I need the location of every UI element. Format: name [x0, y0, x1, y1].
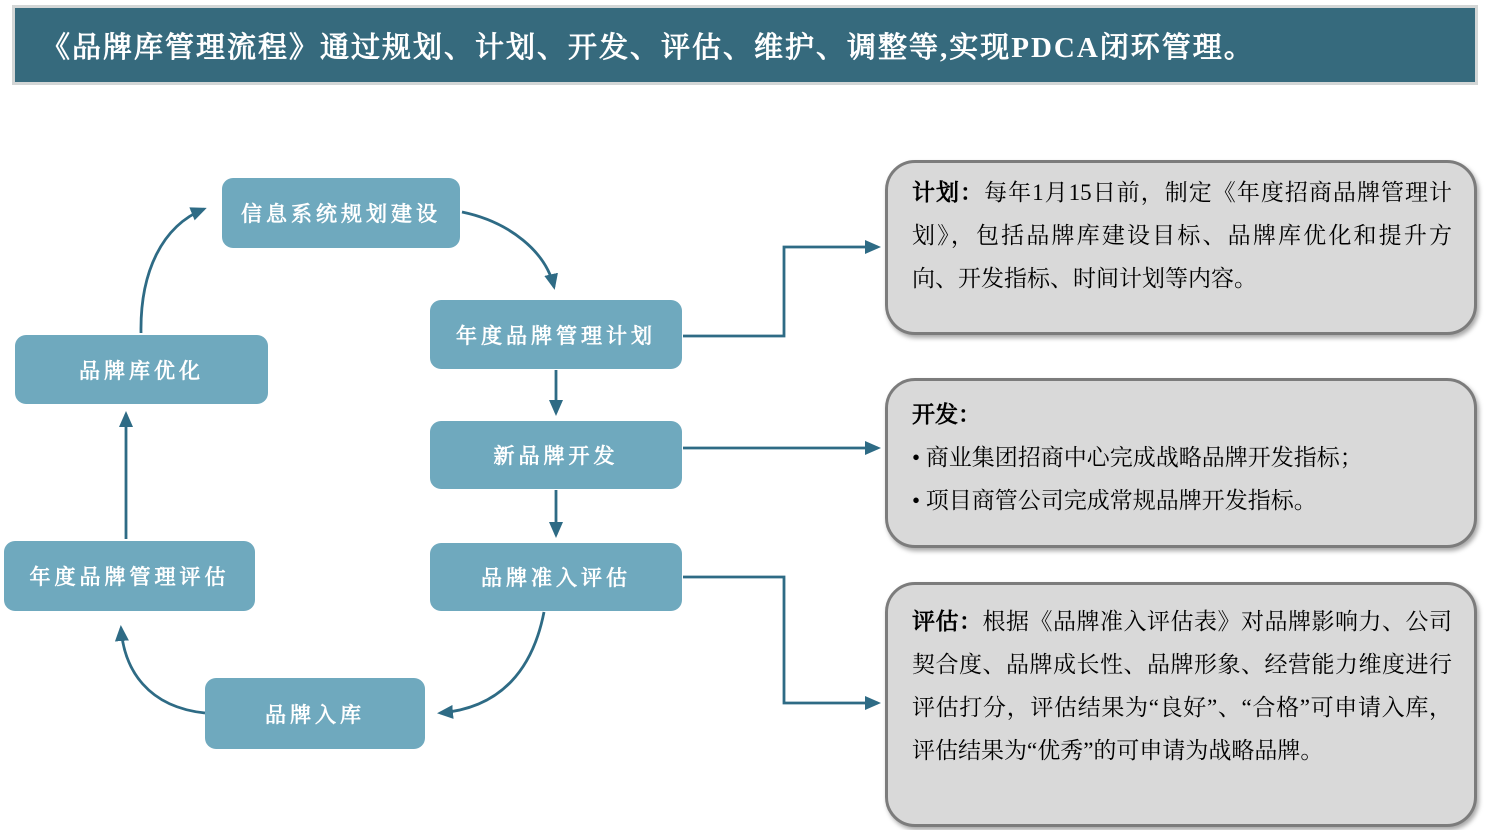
- node-label: 年度品牌管理评估: [29, 565, 230, 589]
- note-plan-lead: 计划：: [912, 180, 985, 205]
- connector-entryeval-to-library: [440, 612, 544, 713]
- connector-infosystem-to-annualplan: [462, 212, 554, 287]
- node-info-system-planning: [222, 178, 460, 248]
- connector-optimization-to-infosystem: [141, 209, 204, 333]
- node-brand-into-library: [205, 678, 425, 749]
- connector-annualplan-to-note-plan: [683, 247, 878, 336]
- note-plan: [885, 160, 1477, 335]
- note-develop-lead: 开发：: [912, 402, 981, 427]
- node-label: 新品牌开发: [493, 444, 619, 468]
- connector-entryeval-to-note-evaluate: [683, 577, 878, 703]
- node-label: 品牌库优化: [79, 358, 204, 383]
- note-plan-body: 每年1月15日前，制定《年度招商品牌管理计划》，包括品牌库建设目标、品牌库优化和提升方向、开发指标、时间计划等内容。: [912, 180, 1453, 291]
- node-annual-brand-plan: [430, 300, 682, 369]
- node-label: 品牌入库: [265, 702, 365, 727]
- note-develop-bullet-2: • 项目商管公司完成常规品牌开发指标。: [912, 488, 1317, 513]
- node-annual-brand-evaluation: [4, 541, 255, 611]
- note-evaluate-lead: 评估：: [912, 609, 983, 634]
- node-label: 年度品牌管理计划: [456, 323, 656, 348]
- note-evaluate-body: 根据《品牌准入评估表》对品牌影响力、公司契合度、品牌成长性、品牌形象、经营能力维度进行评估打分，评估结果为“良好”、“合格”可申请入库，评估结果为“优秀”的可申请为战略品牌。: [912, 609, 1452, 763]
- node-label: 品牌准入评估: [481, 566, 631, 590]
- note-develop-bullet-1: • 商业集团招商中心完成战略品牌开发指标；: [912, 445, 1363, 470]
- node-brand-entry-evaluation: [430, 543, 682, 611]
- header-title: 《品牌库管理流程》通过规划、计划、开发、评估、维护、调整等,实现PDCA闭环管理。: [41, 31, 1255, 64]
- node-label: 信息系统规划建设: [241, 202, 441, 226]
- node-brand-library-optimization: [15, 335, 268, 404]
- node-new-brand-development: [430, 421, 682, 489]
- note-evaluate: [885, 582, 1477, 827]
- note-develop: [885, 378, 1477, 548]
- connector-library-to-annualeval: [121, 628, 205, 713]
